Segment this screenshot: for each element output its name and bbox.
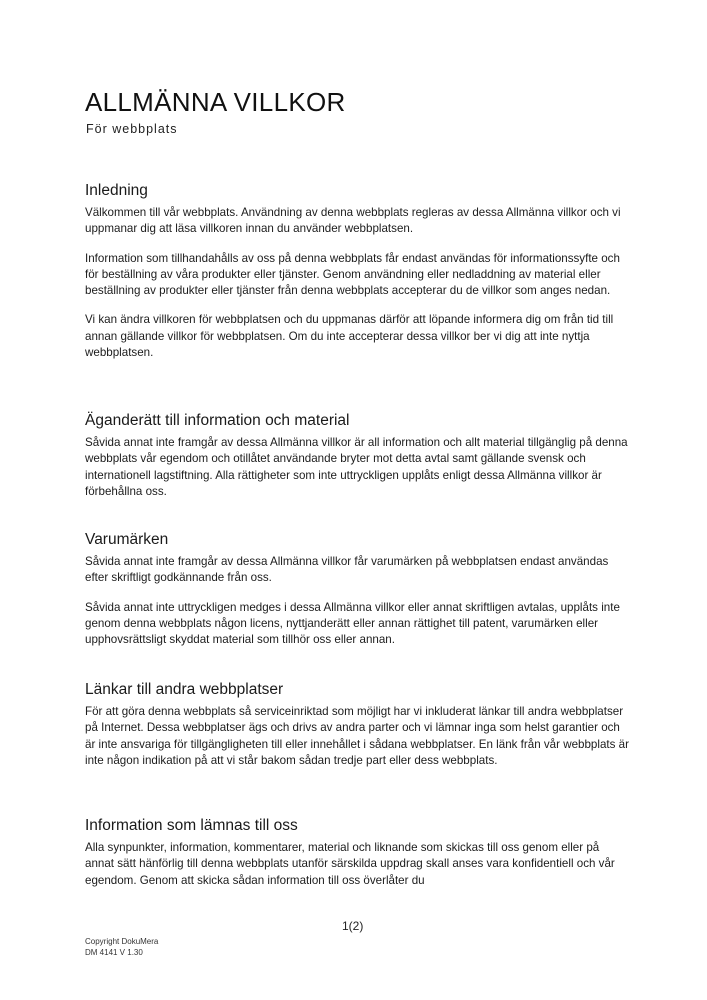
section-varumarken bbox=[85, 530, 630, 661]
document-subtitle: För webbplats bbox=[86, 122, 178, 136]
section-paragraph: Såvida annat inte uttryckligen medges i dessa Allmänna villkor eller annat skriftligen avtalas, upplåts inte genom denna webbplats någon licens, nyttjanderätt eller annan rättighet till patent, varumärken eller upphovsrättsligt skyddat material som tillhör oss eller annan. bbox=[85, 600, 620, 647]
section-heading: Inledning bbox=[85, 182, 148, 199]
page-footer bbox=[85, 936, 158, 958]
section-inledning bbox=[85, 181, 630, 374]
document-title: ALLMÄNNA VILLKOR bbox=[85, 87, 346, 117]
section-heading: Länkar till andra webbplatser bbox=[85, 681, 284, 698]
page-number: 1(2) bbox=[342, 919, 364, 933]
section-aganderatt bbox=[85, 411, 630, 513]
section-paragraph: Såvida annat inte framgår av dessa Allmänna villkor får varumärken på webbplatsen endast användas efter skriftligt godkännande från oss. bbox=[85, 555, 609, 585]
section-paragraph: Vi kan ändra villkoren för webbplatsen och du uppmanas därför att löpande informera dig om från tid till annan gällande villkor för webbplatsen. Om du inte accepterar dessa villkor ber vi dig att inte nyttja webbplatsen. bbox=[85, 313, 614, 360]
section-paragraph: Såvida annat inte framgår av dessa Allmänna villkor är all information och allt material tillgänglig på denna webbplats vår egendom och otillåtet användande bryter mot detta avtal samt gällande svensk och internationell lagstiftning. Alla rättigheter som inte uttryckligen upplåts enligt dessa Allmänna villkor är förbehållna oss. bbox=[85, 436, 628, 498]
section-paragraph: Välkommen till vår webbplats. Användning av denna webbplats regleras av dessa Allmänna villkor och vi uppmanar dig att läsa villkoren innan du använder webbplatsen. bbox=[85, 206, 621, 236]
section-lankar bbox=[85, 680, 630, 782]
copyright-text: Copyright DokuMera bbox=[85, 937, 159, 946]
section-paragraph: Alla synpunkter, information, kommentarer, material och liknande som skickas till oss genom eller på annat sätt hänförlig till denna webbplats utanför särskilda uppdrag skall anses vara konfidentiell och vår egendom. Genom att skicka sådan information till oss överlåter du bbox=[85, 841, 615, 887]
document-id: DM 4141 V 1.30 bbox=[85, 948, 143, 957]
section-heading: Varumärken bbox=[85, 531, 169, 548]
section-paragraph: För att göra denna webbplats så serviceinriktad som möjligt har vi inkluderat länkar till andra webbplatser på Internet. Dessa webbplatser ägs och drivs av andra parter och vi lämnar inga som helst garantier och är inte ansvariga för tillgängligheten till eller innehållet i sådana webbplatser. En länk från vår webbplats är inte någon indikation på att vi står bakom sådan tredje part eller dess webbplats. bbox=[85, 705, 629, 767]
section-heading: Äganderätt till information och material bbox=[85, 412, 350, 429]
section-information-till-oss bbox=[85, 816, 630, 902]
section-heading: Information som lämnas till oss bbox=[85, 817, 298, 834]
section-paragraph: Information som tillhandahålls av oss på denna webbplats får endast användas för informationssyfte och för beställning av våra produkter eller tjänster. Genom användning eller nedladdning av material eller beställning av produkter eller tjänster från denna webbplats accepterar du de villkor som anges nedan. bbox=[85, 251, 620, 298]
